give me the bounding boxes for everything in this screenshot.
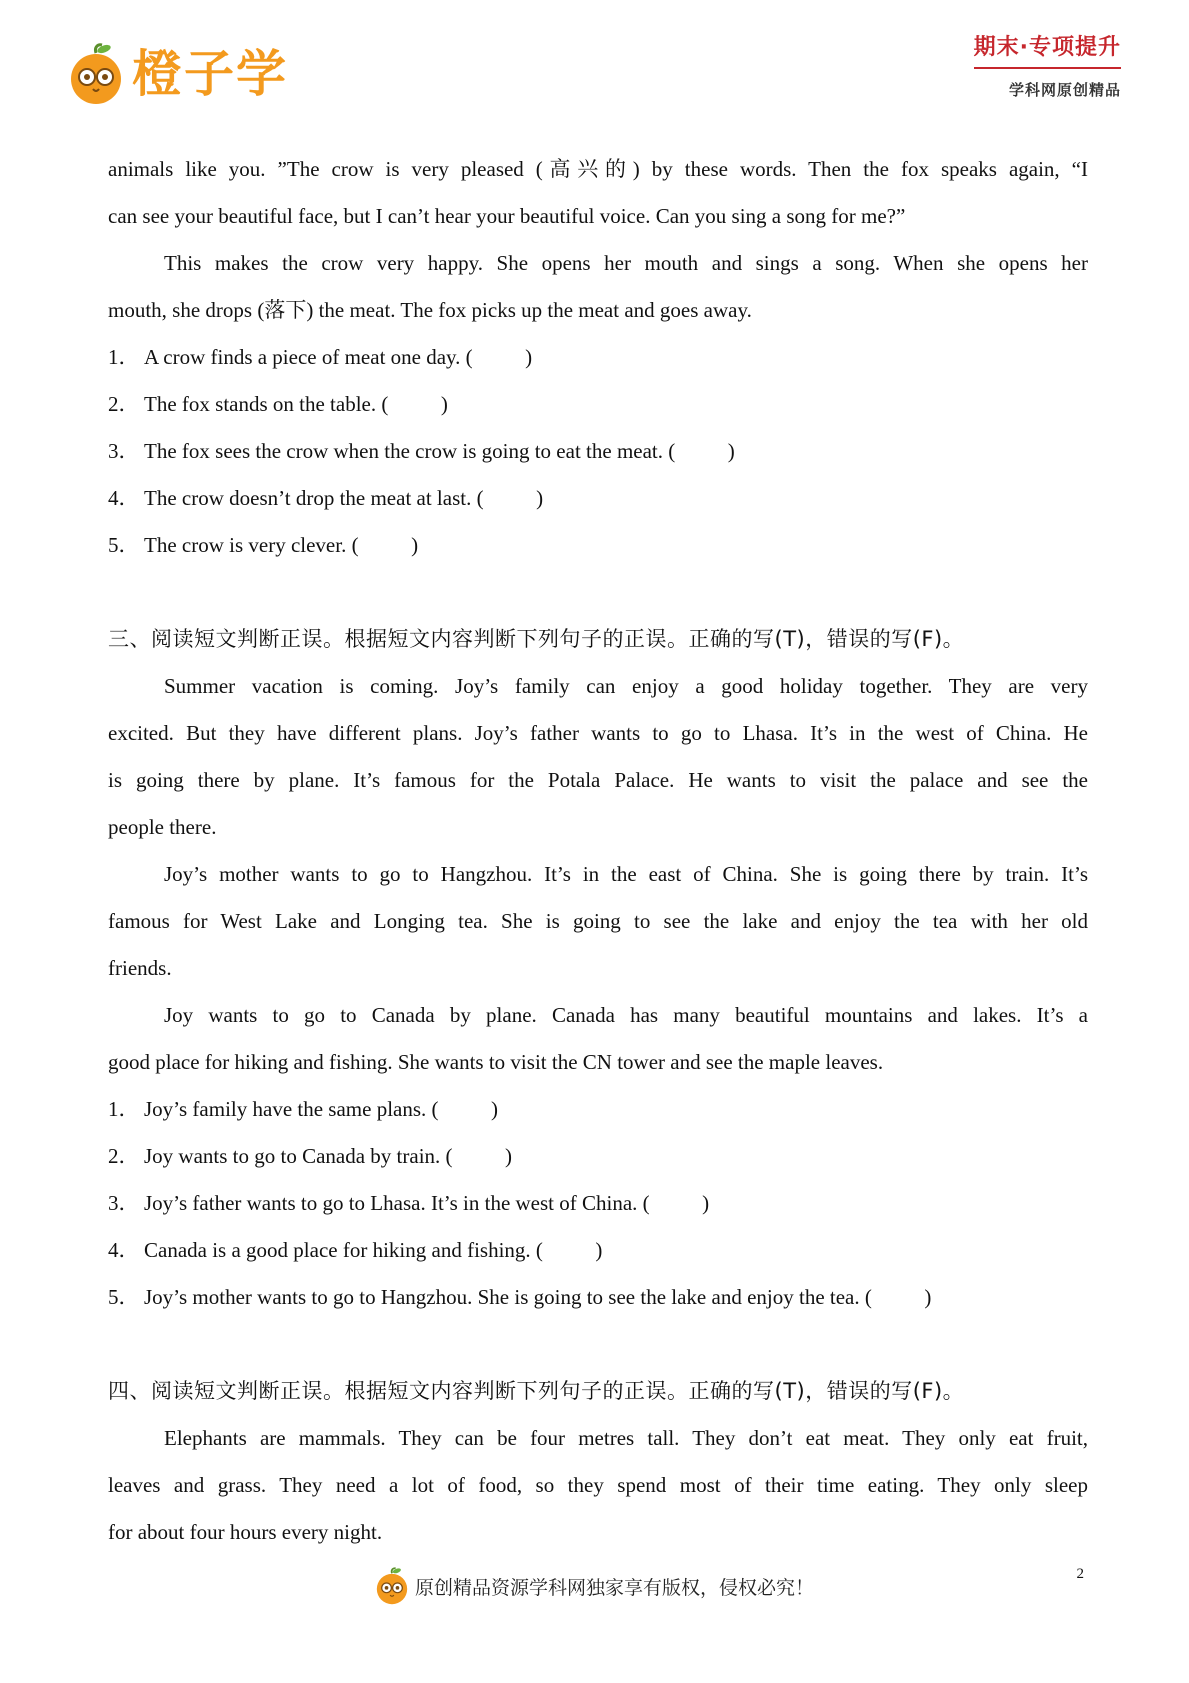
question-text: Joy’s father wants to go to Lhasa. It’s in the west of China. ( ) — [144, 1191, 710, 1215]
paragraph-line: good place for hiking and fishing. She wants to visit the CN tower and see the maple leaves. — [108, 1050, 884, 1074]
question-text: The crow doesn’t drop the meat at last. ( ) — [144, 486, 544, 510]
paragraph-line: is going there by plane. It’s famous for the Potala Palace. He wants to visit the palace and see the — [108, 768, 1088, 792]
question-item — [108, 1274, 1088, 1321]
question-text: A crow finds a piece of meat one day. ( ) — [144, 345, 533, 369]
section-title: 三、阅读短文判断正误。根据短文内容判断下列句子的正误。正确的写(T)，错误的写(F)。 — [108, 627, 965, 651]
question-number: 4． — [108, 1238, 140, 1262]
brand-subtitle: 学科网原创精品 — [1008, 81, 1121, 99]
document-body — [108, 146, 1088, 1556]
paragraph-line: This makes the crow very happy. She opens her mouth and sings a song. When she opens her — [164, 251, 1088, 275]
question-text: The fox sees the crow when the crow is going to eat the meat. ( ) — [144, 439, 735, 463]
logo-text: 橙子学 — [132, 45, 288, 103]
question-number: 5． — [108, 533, 140, 557]
question-text: The fox stands on the table. ( ) — [144, 392, 448, 416]
spacer — [108, 1321, 1088, 1368]
paragraph-line: Joy wants to go to Canada by plane. Canada has many beautiful mountains and lakes. It’s a — [164, 1003, 1088, 1027]
question-item — [108, 381, 1088, 428]
section-title: 四、阅读短文判断正误。根据短文内容判断下列句子的正误。正确的写(T)，错误的写(F)。 — [108, 1379, 965, 1403]
brand-tag: 期末·专项提升 — [974, 30, 1121, 69]
paragraph-line: mouth, she drops (落下) the meat. The fox picks up the meat and goes away. — [108, 298, 752, 322]
paragraph-line: excited. But they have different plans. Joy’s father wants to go to Lhasa. It’s in the west of China. He — [108, 721, 1088, 745]
question-text: Canada is a good place for hiking and fishing. ( ) — [144, 1238, 603, 1262]
question-number: 5． — [108, 1285, 140, 1309]
question-text: Joy’s mother wants to go to Hangzhou. She is going to see the lake and enjoy the tea. ( ) — [144, 1285, 932, 1309]
footer-copyright — [0, 1567, 1189, 1605]
orange-owl-icon — [68, 43, 124, 105]
question-item — [108, 1227, 1088, 1274]
question-number: 2． — [108, 392, 140, 416]
question-item — [108, 522, 1088, 569]
question-item — [108, 475, 1088, 522]
question-item — [108, 334, 1088, 381]
paragraph-line: can see your beautiful face, but I can’t hear your beautiful voice. Can you sing a song for me?” — [108, 204, 906, 228]
question-number: 1． — [108, 1097, 140, 1121]
brand-logo — [68, 38, 288, 110]
question-number: 1． — [108, 345, 140, 369]
question-text: The crow is very clever. ( ) — [144, 533, 419, 557]
paragraph-line: Joy’s mother wants to go to Hangzhou. It’s in the east of China. She is going there by train. It’s — [164, 862, 1088, 886]
question-text: Joy wants to go to Canada by train. ( ) — [144, 1144, 513, 1168]
paragraph-line: for about four hours every night. — [108, 1520, 383, 1544]
paragraph-line: people there. — [108, 815, 217, 839]
copyright-text: 原创精品资源学科网独家享有版权，侵权必究！ — [414, 1576, 814, 1599]
paragraph-line: friends. — [108, 956, 172, 980]
question-number: 4． — [108, 486, 140, 510]
spacer — [108, 569, 1088, 616]
question-item — [108, 428, 1088, 475]
orange-owl-icon — [375, 1567, 409, 1605]
paragraph-line: Elephants are mammals. They can be four metres tall. They don’t eat meat. They only eat fruit, — [164, 1426, 1088, 1450]
page-number: 2 — [1076, 1566, 1084, 1582]
question-item — [108, 1180, 1088, 1227]
question-number: 3． — [108, 439, 140, 463]
brand-badge — [974, 30, 1121, 100]
paragraph-line: leaves and grass. They need a lot of food, so they spend most of their time eating. They only sleep — [108, 1473, 1088, 1497]
question-item — [108, 1133, 1088, 1180]
paragraph-line: animals like you. ”The crow is very pleased (高兴的) by these words. Then the fox speaks again, “I — [108, 157, 1088, 181]
question-item — [108, 1086, 1088, 1133]
question-number: 3． — [108, 1191, 140, 1215]
paragraph-line: Summer vacation is coming. Joy’s family can enjoy a good holiday together. They are very — [164, 674, 1088, 698]
question-text: Joy’s family have the same plans. ( ) — [144, 1097, 499, 1121]
question-number: 2． — [108, 1144, 140, 1168]
paragraph-line: famous for West Lake and Longing tea. She is going to see the lake and enjoy the tea with her old — [108, 909, 1088, 933]
